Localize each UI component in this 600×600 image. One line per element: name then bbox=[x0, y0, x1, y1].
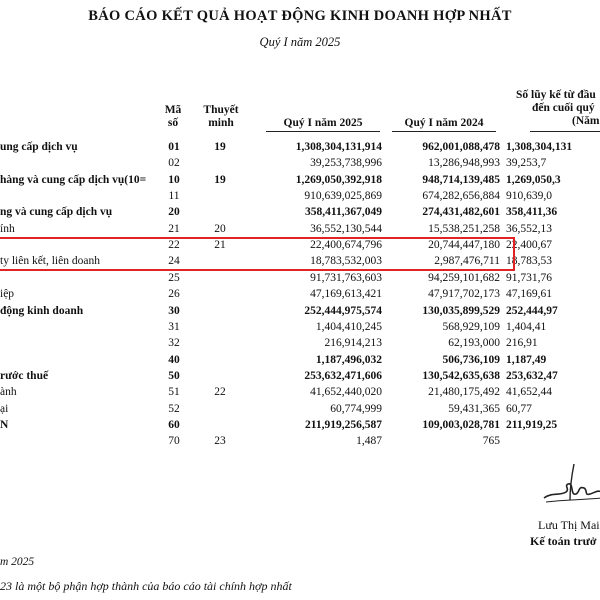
cell-q2024: 59,431,365 bbox=[448, 402, 500, 415]
cell-cum: 39,253,7 bbox=[506, 157, 547, 170]
header-ma-so-line2: số bbox=[167, 117, 179, 129]
table-row bbox=[0, 221, 600, 237]
cell-code: 60 bbox=[168, 418, 180, 431]
cell-q2024: 948,714,139,485 bbox=[422, 173, 500, 186]
table-row bbox=[0, 155, 600, 171]
header-thuyet-minh bbox=[190, 104, 252, 130]
cell-code: 51 bbox=[168, 386, 180, 399]
cell-cum: 36,552,13 bbox=[506, 222, 552, 235]
cell-q2025: 22,400,674,796 bbox=[310, 239, 382, 252]
cell-q2024: 15,538,251,258 bbox=[428, 222, 500, 235]
footer-note: 23 là một bộ phận hợp thành của báo cáo tài chính hợp nhất bbox=[0, 579, 292, 593]
header-thuyet-minh-line2: minh bbox=[208, 117, 234, 129]
cell-cum: 1,404,41 bbox=[506, 320, 547, 333]
cell-note: 21 bbox=[214, 239, 226, 252]
signer-role: Kế toán trưở bbox=[530, 534, 597, 548]
cell-code: 01 bbox=[168, 141, 180, 153]
cell-label: ành bbox=[0, 386, 17, 399]
cell-label: ty liên kết, liên doanh bbox=[0, 255, 100, 268]
header-ma-so bbox=[158, 104, 188, 130]
cell-note: 19 bbox=[214, 141, 226, 153]
table-row bbox=[0, 188, 600, 204]
table-row bbox=[0, 433, 600, 449]
cell-q2025: 47,169,613,421 bbox=[310, 288, 382, 301]
cell-q2024: 765 bbox=[482, 435, 500, 448]
cell-note: 22 bbox=[214, 386, 226, 399]
cell-label: ng và cung cấp dịch vụ bbox=[0, 206, 113, 219]
cell-q2025: 1,404,410,245 bbox=[315, 320, 382, 333]
cell-q2025: 60,774,999 bbox=[330, 402, 382, 415]
cell-cum: 18,783,53 bbox=[506, 255, 552, 268]
report-title: BÁO CÁO KẾT QUẢ HOẠT ĐỘNG KINH DOANH HỢP NHẤT bbox=[88, 8, 512, 24]
cell-q2025: 211,919,256,587 bbox=[305, 418, 382, 431]
cell-q2025: 1,308,304,131,914 bbox=[295, 141, 382, 153]
cell-q2025: 39,253,738,996 bbox=[310, 157, 382, 170]
cell-q2024: 109,003,028,781 bbox=[422, 418, 500, 431]
cell-q2025: 253,632,471,606 bbox=[304, 369, 382, 382]
report-subtitle: Quý I năm 2025 bbox=[259, 35, 341, 49]
header-thuyet-minh-line1: Thuyết bbox=[203, 104, 239, 116]
cell-q2024: 13,286,948,993 bbox=[428, 157, 500, 170]
table-row bbox=[0, 319, 600, 335]
cell-cum: 1,308,304,131 bbox=[506, 141, 573, 153]
cell-code: 30 bbox=[168, 304, 180, 317]
cell-label: ính bbox=[0, 222, 15, 235]
cell-note: 19 bbox=[214, 173, 226, 186]
table-row bbox=[0, 384, 600, 400]
cell-note: 20 bbox=[214, 222, 226, 235]
cell-cum: 41,652,44 bbox=[506, 386, 552, 399]
cell-q2025: 36,552,130,544 bbox=[310, 222, 382, 235]
table-row bbox=[0, 417, 600, 433]
cell-label: ung cấp dịch vụ bbox=[0, 141, 78, 153]
header-luy-ke-line1: Số lũy kế từ đầu bbox=[516, 89, 596, 101]
cell-label: ại bbox=[0, 402, 9, 415]
table-row bbox=[0, 204, 600, 220]
cell-code: 40 bbox=[168, 353, 180, 366]
cell-cum: 253,632,47 bbox=[506, 369, 558, 382]
cell-label: động kinh doanh bbox=[0, 304, 84, 317]
cell-q2024: 21,480,175,492 bbox=[428, 386, 500, 399]
cell-code: 11 bbox=[168, 190, 180, 203]
cell-label: iệp bbox=[0, 288, 15, 301]
cell-cum: 60,77 bbox=[506, 402, 532, 415]
table-row bbox=[0, 270, 600, 286]
cell-code: 25 bbox=[168, 271, 180, 284]
cell-cum: 22,400,67 bbox=[506, 239, 552, 252]
cell-code: 31 bbox=[168, 320, 180, 333]
cell-code: 70 bbox=[168, 435, 180, 448]
cell-code: 24 bbox=[168, 255, 180, 268]
cell-q2025: 91,731,763,603 bbox=[310, 271, 382, 284]
cell-q2024: 506,736,109 bbox=[442, 353, 500, 366]
header-q1-2025: Quý I năm 2025 bbox=[266, 117, 380, 132]
signer-name: Lưu Thị Mai bbox=[538, 518, 600, 532]
header-ma-so-line1: Mã bbox=[164, 104, 182, 116]
table-row bbox=[0, 286, 600, 302]
cell-cum: 1,187,49 bbox=[506, 353, 547, 366]
cell-cum: 216,91 bbox=[506, 337, 538, 350]
cell-code: 50 bbox=[168, 369, 180, 382]
header-luy-ke-line3: (Năm bbox=[572, 115, 600, 127]
table-row bbox=[0, 368, 600, 384]
table-row bbox=[0, 401, 600, 417]
cell-cum: 252,444,97 bbox=[506, 304, 558, 317]
signature-scribble bbox=[540, 462, 600, 512]
cell-q2024: 274,431,482,601 bbox=[422, 206, 500, 219]
cell-q2025: 1,269,050,392,918 bbox=[295, 173, 382, 186]
cell-label: rước thuế bbox=[0, 369, 49, 382]
footer-date: m 2025 bbox=[0, 556, 35, 568]
cell-code: 52 bbox=[168, 402, 180, 415]
table-row bbox=[0, 303, 600, 319]
cell-q2025: 1,187,496,032 bbox=[315, 353, 382, 366]
cell-q2025: 1,487 bbox=[356, 435, 382, 448]
cell-q2025: 358,411,367,049 bbox=[305, 206, 382, 219]
cell-code: 10 bbox=[168, 173, 180, 186]
cell-cum: 91,731,76 bbox=[506, 271, 552, 284]
cell-q2024: 2,987,476,711 bbox=[434, 255, 500, 268]
cell-q2024: 94,259,101,682 bbox=[428, 271, 500, 284]
cell-q2025: 216,914,213 bbox=[324, 337, 382, 350]
cell-label: N bbox=[0, 418, 9, 431]
cell-q2024: 20,744,447,180 bbox=[428, 239, 500, 252]
header-luy-ke bbox=[516, 89, 600, 128]
table-row bbox=[0, 139, 600, 155]
table-row bbox=[0, 335, 600, 351]
cell-note: 23 bbox=[214, 435, 226, 448]
table-row bbox=[0, 352, 600, 368]
table-row bbox=[0, 172, 600, 188]
cell-code: 21 bbox=[168, 222, 180, 235]
cell-cum: 1,269,050,3 bbox=[506, 173, 561, 186]
cell-q2024: 674,282,656,884 bbox=[422, 190, 500, 203]
cell-cum: 47,169,61 bbox=[506, 288, 552, 301]
header-luy-ke-line2: đến cuối quý bbox=[532, 102, 595, 114]
cell-cum: 211,919,25 bbox=[506, 418, 558, 431]
cell-q2024: 962,001,088,478 bbox=[422, 141, 500, 153]
header-luy-ke-underline bbox=[530, 131, 600, 132]
cell-q2024: 130,035,899,529 bbox=[422, 304, 500, 317]
highlight-box bbox=[0, 237, 515, 271]
cell-q2025: 910,639,025,869 bbox=[304, 190, 382, 203]
cell-q2024: 47,917,702,173 bbox=[428, 288, 500, 301]
cell-cum: 910,639,0 bbox=[506, 190, 552, 203]
cell-q2024: 62,193,000 bbox=[448, 337, 500, 350]
cell-code: 26 bbox=[168, 288, 180, 301]
cell-q2025: 18,783,532,003 bbox=[310, 255, 382, 268]
cell-code: 02 bbox=[168, 157, 180, 170]
cell-q2024: 568,929,109 bbox=[442, 320, 500, 333]
header-q1-2024: Quý I năm 2024 bbox=[392, 117, 496, 132]
cell-q2025: 41,652,440,020 bbox=[310, 386, 382, 399]
cell-q2025: 252,444,975,574 bbox=[304, 304, 382, 317]
cell-label: hàng và cung cấp dịch vụ(10= bbox=[0, 173, 147, 186]
cell-q2024: 130,542,635,638 bbox=[422, 369, 500, 382]
cell-cum: 358,411,36 bbox=[506, 206, 558, 219]
cell-code: 32 bbox=[168, 337, 180, 350]
cell-code: 22 bbox=[168, 239, 180, 252]
cell-code: 20 bbox=[168, 206, 180, 219]
